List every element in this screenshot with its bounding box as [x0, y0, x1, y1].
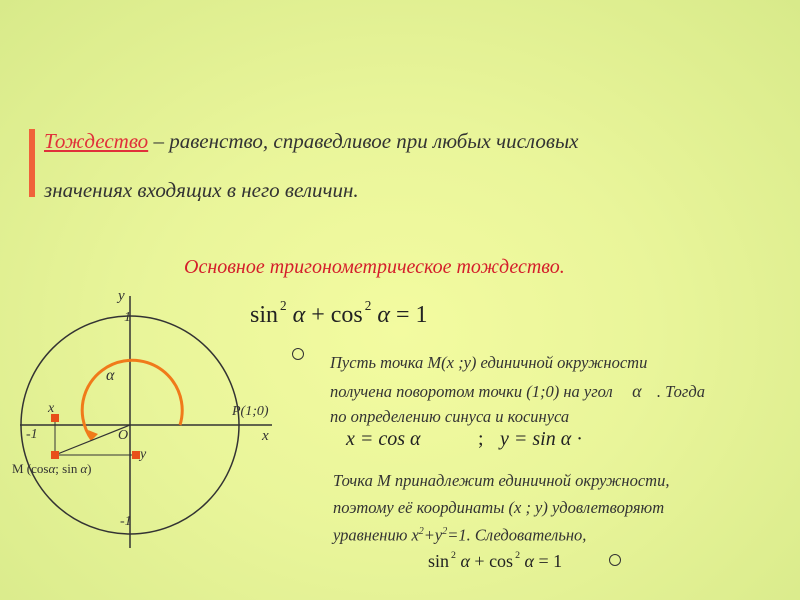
alpha-symbol: α: [460, 550, 470, 571]
definition-term: Тождество: [44, 129, 149, 153]
x-axis-label: x: [262, 428, 269, 444]
alpha-symbol: α: [632, 381, 642, 401]
conclusion-line-1: Точка M принадлежит единичной окружности,: [333, 471, 670, 490]
explanation-line-2-text: получена поворотом точки (1;0) на угол: [330, 382, 613, 401]
alpha-symbol: α: [292, 301, 306, 328]
alpha-label: α: [106, 367, 115, 384]
alpha-symbol: α: [560, 428, 572, 450]
exponent: 2: [451, 550, 456, 561]
identity-heading: Основное тригонометрическое тождество.: [184, 256, 565, 278]
y-one-label: 1: [124, 310, 131, 325]
exponent: 2: [280, 298, 287, 313]
cos-label: cos: [330, 301, 363, 328]
projection-x-label: x: [48, 401, 55, 416]
plus-sign: +: [474, 550, 485, 571]
conclusion-text: уравнению x: [333, 525, 419, 545]
one-value: 1: [415, 301, 428, 328]
exponent: 2: [515, 550, 520, 561]
sin-label: sin: [250, 301, 279, 328]
cos-label: cos: [489, 550, 514, 571]
x-minus-one-label: -1: [26, 427, 38, 442]
projection-y-label: y: [140, 447, 147, 462]
equation-separator: ;: [478, 428, 484, 450]
definition-dash: –: [148, 129, 170, 153]
y-minus-one-label: -1: [120, 514, 132, 529]
conclusion-text: +y: [423, 525, 443, 545]
equals-sign: =: [538, 550, 549, 571]
point-m-label: M (cosα; sin α): [12, 461, 92, 476]
cos-equation-text: x = cos: [346, 428, 406, 450]
angle-arc: [82, 360, 182, 440]
sin-label: sin: [428, 550, 450, 571]
explanation-line-2-end: . Тогда: [656, 382, 705, 401]
conclusion-text: =1. Следовательно,: [447, 525, 587, 545]
equation-dot: ·: [576, 428, 583, 450]
exponent: 2: [364, 298, 372, 313]
equals-sign: =: [395, 301, 410, 328]
alpha-symbol: α: [524, 550, 534, 571]
point-p-label: P(1;0): [232, 404, 269, 419]
exponent: 2: [418, 526, 424, 537]
origin-label: O: [118, 428, 129, 443]
explanation-line-1: Пусть точка M(x ;y) единичной окружности: [330, 353, 648, 372]
point-m: [51, 451, 59, 459]
one-value: 1: [553, 550, 563, 571]
alpha-symbol: α: [377, 301, 390, 328]
y-projection-point: [132, 451, 140, 459]
y-axis-label: y: [118, 288, 125, 304]
definition-line-2: значениях входящих в него величин.: [44, 178, 359, 202]
sin-equation-text: y = sin: [500, 428, 556, 450]
conclusion-line-2: поэтому её координаты (x ; y) удовлетворяют: [333, 498, 665, 517]
definition-text: равенство, справедливое при любых числовых: [169, 129, 579, 153]
plus-sign: +: [311, 301, 325, 328]
alpha-symbol: α: [410, 428, 421, 450]
explanation-line-3: по определению синуса и косинуса: [330, 407, 570, 426]
exponent: 2: [442, 526, 448, 537]
